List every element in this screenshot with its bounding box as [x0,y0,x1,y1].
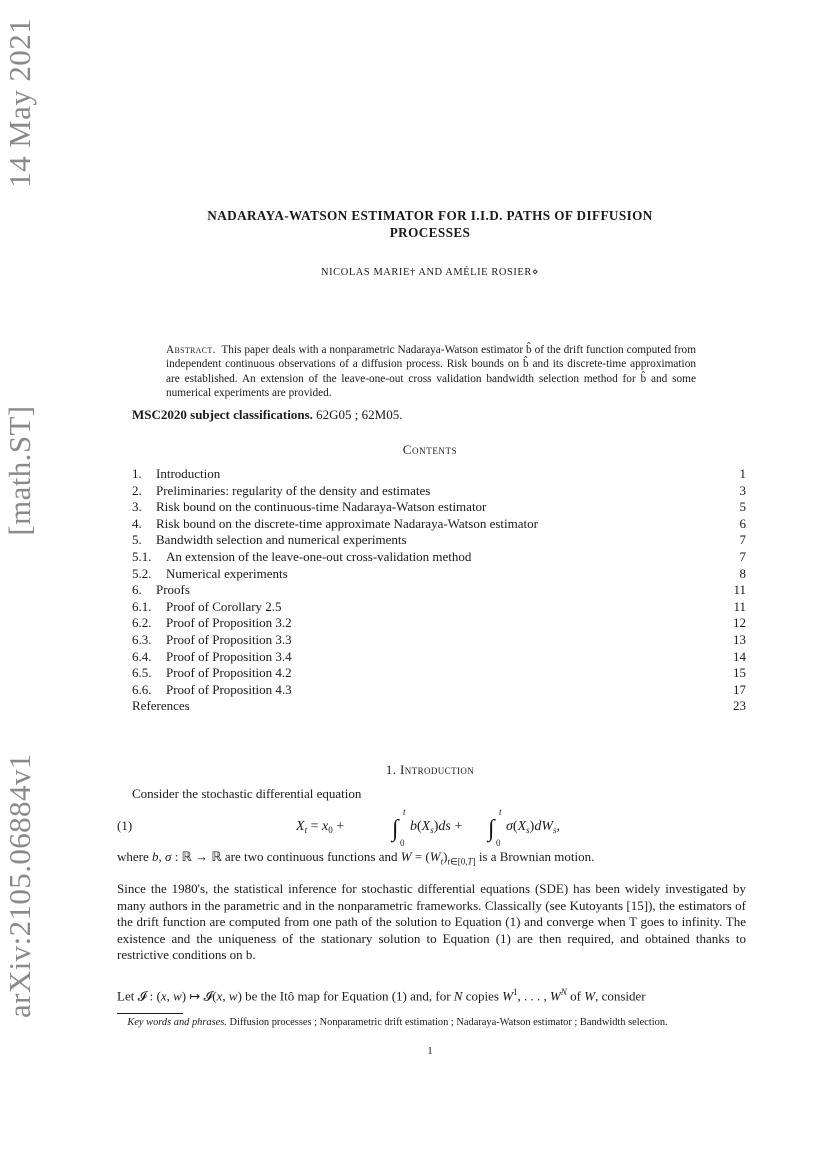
toc-entry[interactable] [132,532,746,549]
toc-entry[interactable] [132,483,746,500]
toc-entry-number: 6.3. [132,631,152,647]
arxiv-category: [math.ST] [2,405,37,536]
footnote-text: Diffusion processes ; Nonparametric drift estimation ; Nadaraya-Watson estimator ; Bandwidth selection. [229,1017,668,1028]
toc-entry-page: 13 [733,631,746,647]
toc-entry-page: 3 [739,482,746,498]
toc-entry-title: Risk bound on the discrete-time approximate Nadaraya-Watson estimator [156,515,538,531]
toc-entry-title: Proof of Proposition 4.3 [166,681,292,697]
toc-entry-number: 6.5. [132,665,152,681]
toc-entry-title: Proofs [156,582,190,598]
toc-entry-page: 1 [739,466,746,481]
toc-entry[interactable] [132,516,746,533]
toc-entry-page: 12 [733,615,746,631]
toc-entry-title: Proof of Proposition 4.2 [166,665,292,681]
svg-text:∫: ∫ [392,816,399,842]
abstract-label: Abstract. [166,344,216,356]
sde-equation [296,803,596,851]
toc-entry-page: 14 [733,648,746,664]
toc-entry-number: 3. [132,499,142,515]
toc-entry-number: 2. [132,482,142,498]
toc-entry-title: Proof of Proposition 3.2 [166,615,292,631]
toc-entry-title: Preliminaries: regularity of the density and estimates [156,482,431,498]
toc-entry-number: 6.4. [132,648,152,664]
svg-text:t: t [499,807,502,817]
toc-entry-page: 6 [739,515,746,531]
toc-entry[interactable] [132,582,746,599]
toc-entry[interactable] [132,549,746,566]
intro-sentence: Consider the stochastic differential equation [132,786,362,801]
section-number: 1. [385,762,397,777]
toc-entry-title: Bandwidth selection and numerical experiments [156,532,407,548]
toc-entry-number: 4. [132,515,142,531]
toc-entry[interactable] [132,632,746,649]
toc-entry[interactable] [132,615,746,632]
toc-entry-number: 5.1. [132,548,152,564]
toc-entry-page: 23 [733,698,746,714]
msc-value: 62G05 ; 62M05. [316,407,403,422]
toc-entry-number: 5.2. [132,565,152,581]
svg-text:Xt = x0 +: $X_t = x_0$ + [296,819,345,835]
toc-entry-page: 11 [733,582,746,598]
equation-where-clause: where b, σ : ℝ → ℝ are two continuous functions and $W = (W_t)_{t\in[0,T]}$ is a Brownian motion. [117,849,595,867]
arxiv-date: 14 May 2021 [2,18,37,188]
toc-entry[interactable] [132,499,746,516]
toc-entry-page: 8 [739,565,746,581]
toc-entry-title: Proof of Proposition 3.4 [166,648,292,664]
msc-classifications [132,407,732,423]
table-of-contents [132,466,746,715]
toc-entry-title: Introduction [156,466,221,481]
footnote-rule [117,1013,183,1014]
msc-label: MSC2020 subject classifications. [132,407,313,422]
contents-heading: Contents [402,442,458,457]
toc-entry-title: References [132,698,190,714]
toc-entry-title: Numerical experiments [166,565,288,581]
arxiv-sidebar-stamp [2,18,42,1018]
svg-text:0: 0 [400,838,405,848]
toc-entry-number: 1. [132,466,142,481]
paper-title-line-1: NADARAYA-WATSON ESTIMATOR FOR I.I.D. PATHS OF DIFFUSION [207,208,653,223]
equation-number: (1) [117,818,133,833]
toc-entry-page: 7 [739,532,746,548]
toc-entry-number: 6.6. [132,681,152,697]
arxiv-id: arXiv:2105.06884v1 [2,753,37,1018]
intro-paragraph: Since the 1980's, the statistical inference for stochastic differential equations (SDE) has been widely investigated by many authors in the parametric and in the nonparametric frameworks. Classically (see Kutoyants [15]), the estimators of the drift function are computed from one path of the solution to Equation (1) and converge when T goes to infinity. The existence and the uniqueness of the stationary solution to Equation (1) are then required, and obtained thanks to restrictive conditions on b. [117,881,746,963]
toc-entry-title: Proof of Corollary 2.5 [166,598,282,614]
svg-text:t: t [403,807,406,817]
toc-entry-title: An extension of the leave-one-out cross-validation method [166,548,472,564]
toc-entry[interactable] [132,649,746,666]
toc-entry-page: 7 [739,548,746,564]
toc-entry[interactable] [132,682,746,699]
abstract-text: This paper deals with a nonparametric Nadaraya-Watson estimator b̂ of the drift function computed from independent continuous observations of a diffusion process. Risk bounds on b̂ and its discrete-time approximation are established. An extension of the leave-one-out cross validation bandwidth selection method for b̂ and some numerical experiments are provided. [166,344,696,400]
toc-entry-number: 6.1. [132,598,152,614]
section-heading [130,762,730,778]
toc-entry-number: 6.2. [132,615,152,631]
paper-title [130,207,730,241]
ito-map-sentence: Let 𝓘 : (x, w) ↦ 𝓘(x, w) be the Itô map for Equation (1) and, for N copies $W^1$, . . . , $W^N$ of W, consider [117,987,646,1004]
footnote-label: Key words and phrases. [127,1017,227,1028]
footnote [117,1016,746,1029]
page-number: 1 [427,1045,433,1057]
svg-text:b(Xs)ds +: $b(X_s)ds$ + [410,819,463,835]
svg-text:0: 0 [496,838,501,848]
toc-entry[interactable] [132,599,746,616]
toc-entry-title: Risk bound on the continuous-time Nadaraya-Watson estimator [156,499,487,515]
svg-text:∫: ∫ [488,816,495,842]
toc-entry[interactable] [132,698,746,715]
toc-entry[interactable] [132,466,746,483]
svg-text:σ(Xs)dWs,: $\sigma(X_s)dW_s$, [506,819,561,835]
toc-entry-page: 17 [733,681,746,697]
paper-authors: NICOLAS MARIE† AND AMÉLIE ROSIER⋄ [321,267,539,278]
toc-entry-page: 11 [733,598,746,614]
toc-entry-number: 5. [132,532,142,548]
toc-entry[interactable] [132,566,746,583]
toc-entry-page: 5 [739,499,746,515]
paper-title-line-2: PROCESSES [389,225,471,240]
toc-entry-number: 6. [132,582,142,598]
section-title: Introduction [400,762,475,777]
toc-entry-page: 15 [733,665,746,681]
toc-entry-title: Proof of Proposition 3.3 [166,631,292,647]
toc-entry[interactable] [132,665,746,682]
abstract [166,343,696,401]
